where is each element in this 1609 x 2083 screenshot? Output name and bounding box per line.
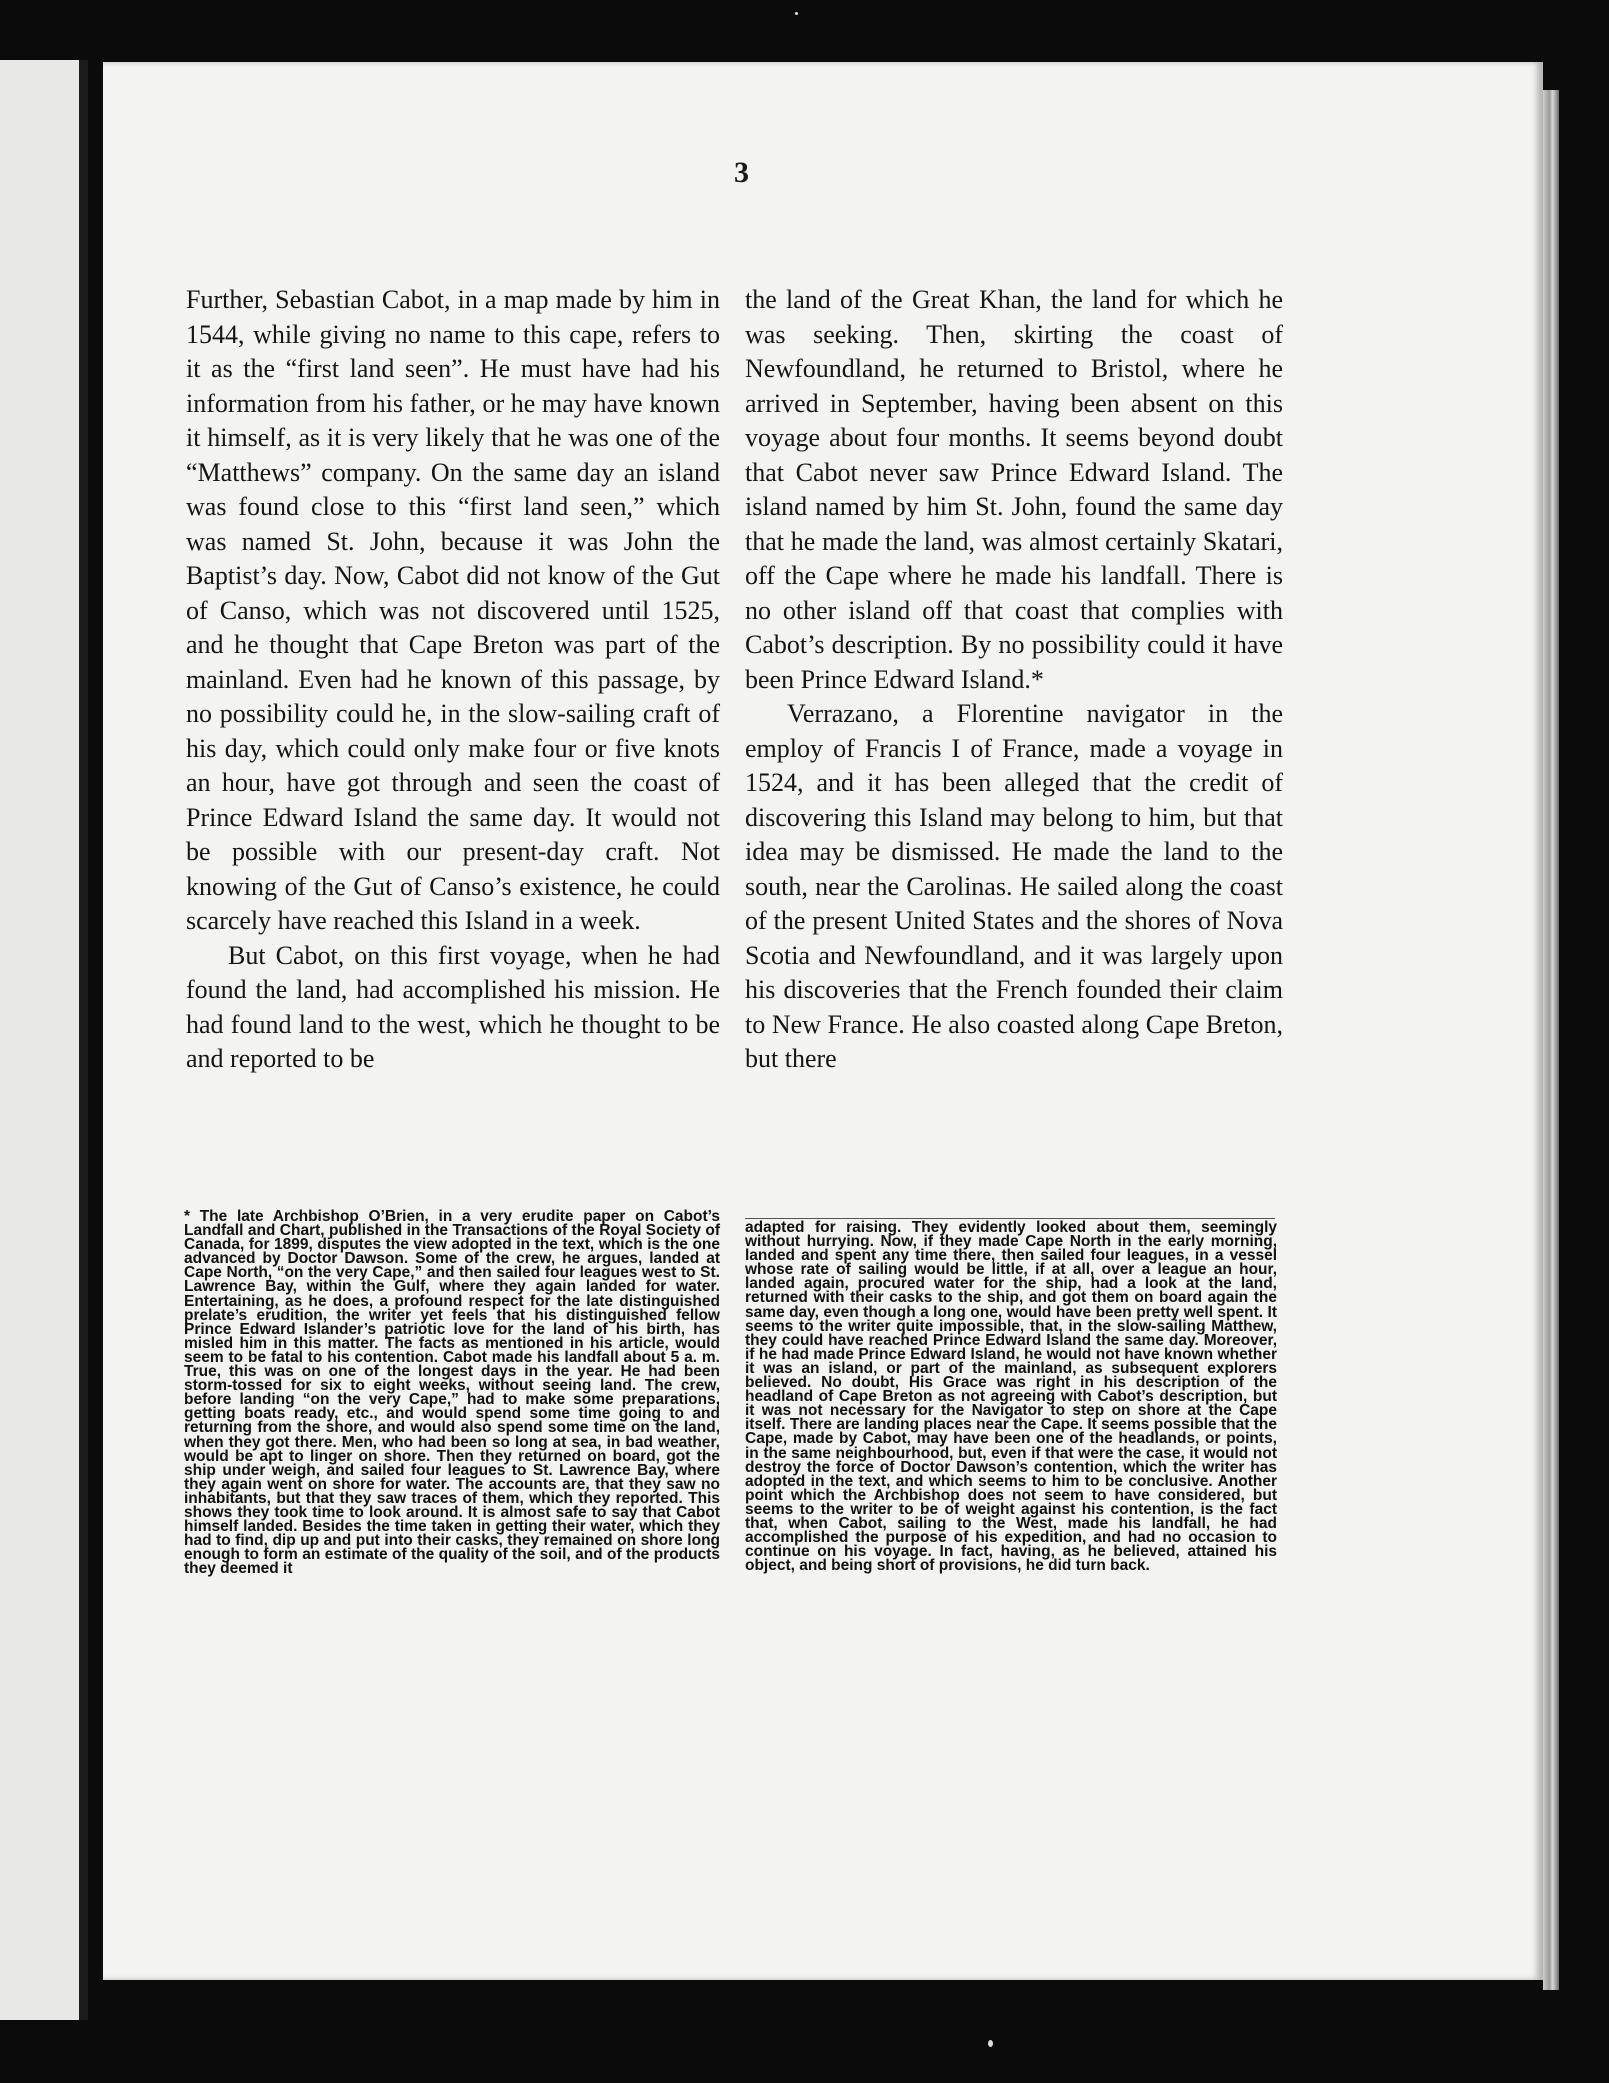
book-gutter <box>79 60 88 2020</box>
footnote-column-left <box>184 1210 720 1576</box>
footnote-text: * The late Archbishop O’Brien, in a very erudite paper on Cabot’s Landfall and Chart, published in the Transactions of the Royal Society of Canada, for 1899, disputes the view adopted in the text, which is the one advanced by Doctor Dawson. Some of the crew, he argues, landed at Cape North, “on the very Cape,” and then sailed four leagues west to St. Lawrence Bay, within the Gulf, where they again landed for water. Entertaining, as he does, a profound respect for the late distinguished prelate’s erudition, the writer yet feels that his distinguished fellow Prince Edward Islander’s patriotic love for the land of his birth, has misled him in this matter. The facts as mentioned in his article, would seem to be fatal to his contention. Cabot made his landfall about 5 a. m. True, this was on one of the longest days in the year. He had been storm-tossed for six to eight weeks, without seeing land. The crew, before landing “on the very Cape,” had to make some preparations, getting boats ready, etc., and would spend some time going to and returning from the shore, and would also spend some time on the land, when they got there. Men, who had been so long at sea, in bad weather, would be apt to linger on shore. Then they returned on board, got the ship under weigh, and sailed four leagues to St. Lawrence Bay, where they again went on shore for water. The accounts are, that they saw no inhabitants, but that they saw traces of them, which they reported. This shows they took time to look around. It is almost safe to say that Cabot himself landed. Besides the time taken in getting their water, which they had to find, dip up and put into their casks, they remained on shore long enough to form an estimate of the quality of the soil, and of the products they deemed it <box>184 1208 720 1578</box>
footnote-column-right <box>745 1221 1277 1573</box>
adjacent-page-edge <box>0 60 88 2020</box>
scan-speck <box>795 12 798 15</box>
scan-speck <box>988 2040 993 2047</box>
page-number: 3 <box>734 156 749 189</box>
paragraph: Verrazano, a Florentine navigator in the employ of Francis I of France, made a voyage in 1524, and it has been alleged that the credit of discovering this Island may belong to him, but that idea may be dismissed. He made the land to the south, near the Carolinas. He sailed along the coast of the present United States and the shores of Nova Scotia and Newfoundland, and it was largely upon his discoveries that the French founded their claim to New France. He also coasted along Cape Breton, but there <box>745 699 1283 1073</box>
body-column-right <box>745 283 1283 1077</box>
page-stack-edge <box>1543 90 1559 1990</box>
paragraph: the land of the Great Khan, the land for which he was seeking. Then, skirting the coast of Newfoundland, he returned to Bristol, where he arrived in September, having been absent on this voyage about four months. It seems beyond doubt that Cabot never saw Prince Edward Island. The island named by him St. John, found the same day that he made the land, was almost certainly Skatari, off the Cape where he made his landfall. There is no other island off that coast that complies with Cabot’s description. By no possibility could it have been Prince Edward Island.* <box>745 285 1283 694</box>
body-column-left <box>186 283 720 1077</box>
paragraph: Further, Sebastian Cabot, in a map made by him in 1544, while giving no name to this cape, refers to it as the “first land seen”. He must have had his information from his father, or he may have known it himself, as it is very likely that he was one of the “Matthews” company. On the same day an island was found close to this “first land seen,” which was named St. John, because it was John the Baptist’s day. Now, Cabot did not know of the Gut of Canso, which was not discovered until 1525, and he thought that Cape Breton was part of the mainland. Even had he known of this passage, by no possibility could he, in the slow-sailing craft of his day, which could only make four or five knots an hour, have got through and seen the coast of Prince Edward Island the same day. It would not be possible with our present-day craft. Not knowing of the Gut of Canso’s existence, he could scarcely have reached this Island in a week. <box>186 285 720 935</box>
footnote-text: adapted for raising. They evidently looked about them, seemingly without hurrying. Now, if they made Cape North in the early morning, landed and spent any time there, then sailed four leagues, in a vessel whose rate of sailing would be little, if at all, over a league an hour, landed again, procured water for the ship, had a look at the land, returned with their casks to the ship, and got them on board again the same day, even though a long one, would have been pretty well spent. It seems to the writer quite impossible, that, in the slow-sailing Matthew, they could have reached Prince Edward Island the same day. Moreover, if he had made Prince Edward Island, he would not have known whether it was an island, or part of the mainland, as subsequent explorers believed. No doubt, His Grace was right in his description of the headland of Cape Breton as not agreeing with Cabot’s description, but it was not necessary for the Navigator to step on shore at the Cape itself. There are landing places near the Cape. It seems possible that the Cape, made by Cabot, may have been one of the headlands, or points, in the same neighbourhood, but, even if that were the case, it would not destroy the force of Doctor Dawson’s contention, which the writer has adopted in the text, and which seems to him to be conclusive. Another point which the Archbishop does not seem to have considered, but seems to the writer to be of weight against his contention, is the fact that, when Cabot, sailing to the West, made his landfall, he had accomplished the purpose of his expedition, and had no occasion to continue on his voyage. In fact, having, as he believed, attained his object, and being short of provisions, he did turn back. <box>745 1219 1277 1575</box>
paragraph: But Cabot, on this first voyage, when he had found the land, had accomplished his mission. He had found land to the west, which he thought to be and reported to be <box>186 940 720 1073</box>
